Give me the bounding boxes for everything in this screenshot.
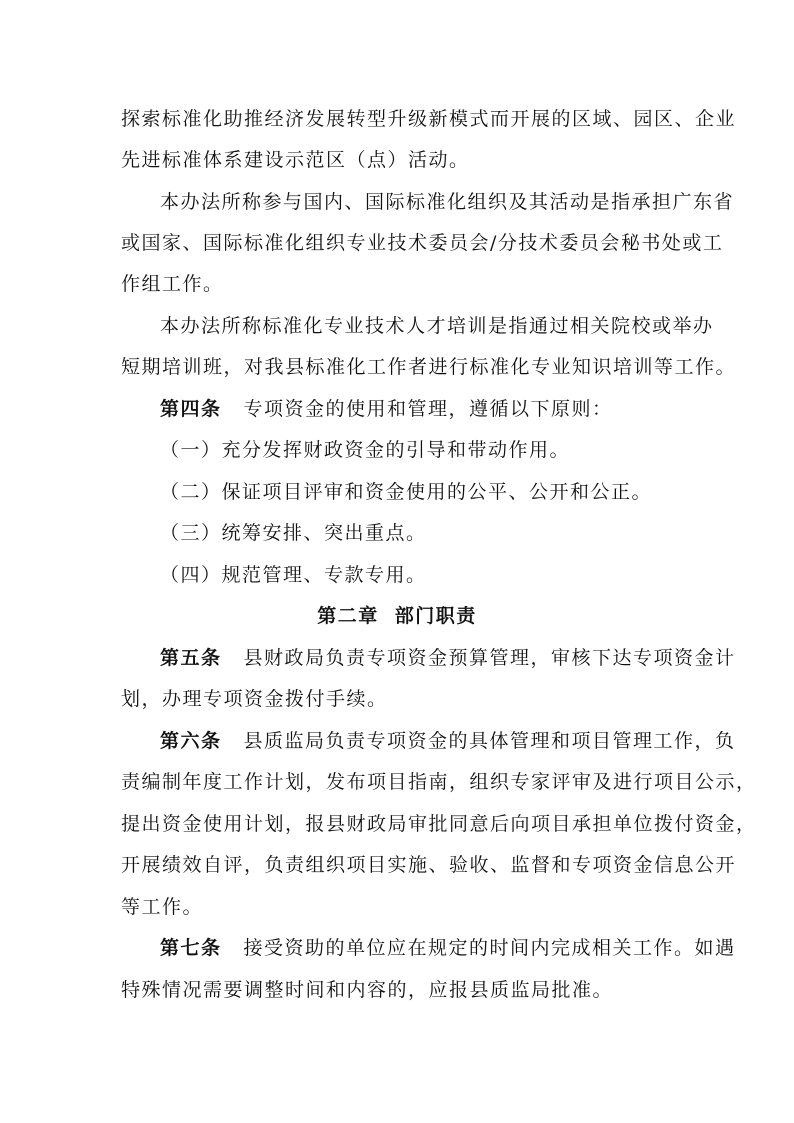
article-6 <box>160 730 736 752</box>
article-text: 县财政局负责专项资金预算管理，审核下达专项资金计 <box>243 647 736 669</box>
list-item: （二）保证项目评审和资金使用的公平、公开和公正。 <box>160 481 653 503</box>
paragraph-line: 先进标准体系建设示范区（点）活动。 <box>121 149 470 171</box>
chapter-heading <box>0 607 794 626</box>
paragraph-line: 划，办理专项资金拨付手续。 <box>121 688 388 710</box>
article-label: 第五条 <box>160 647 222 669</box>
list-item: （四）规范管理、专款专用。 <box>160 564 427 586</box>
list-item: （三）统筹安排、突出重点。 <box>160 522 427 544</box>
paragraph-line: 或国家、国际标准化组织专业技术委员会/分技术委员会秘书处或工 <box>121 232 724 254</box>
article-text: 专项资金的使用和管理，遵循以下原则： <box>243 398 613 420</box>
article-text: 县质监局负责专项资金的具体管理和项目管理工作，负 <box>243 730 736 752</box>
paragraph-line: 短期培训班，对我县标准化工作者进行标准化专业知识培训等工作。 <box>121 356 737 378</box>
article-text: 接受资助的单位应在规定的时间内完成相关工作。如遇 <box>243 937 736 959</box>
paragraph-line: 提出资金使用计划，报县财政局审批同意后向项目承担单位拨付资金， <box>121 813 757 835</box>
article-label: 第七条 <box>160 937 222 959</box>
paragraph-line: 探索标准化助推经济发展转型升级新模式而开展的区域、园区、企业 <box>121 108 737 130</box>
article-7 <box>160 937 736 959</box>
article-5 <box>160 647 736 669</box>
chapter-number: 第二章 <box>317 605 379 627</box>
article-label: 第六条 <box>160 730 222 752</box>
paragraph-line: 本办法所称参与国内、国际标准化组织及其活动是指承担广东省 <box>160 191 735 213</box>
paragraph-line: 开展绩效自评，负责组织项目实施、验收、监督和专项资金信息公开 <box>121 854 737 876</box>
paragraph-line: 本办法所称标准化专业技术人才培训是指通过相关院校或举办 <box>160 315 714 337</box>
paragraph-line: 责编制年度工作计划，发布项目指南，组织专家评审及进行项目公示， <box>121 771 757 793</box>
article-4 <box>160 400 680 419</box>
paragraph-line: 特殊情况需要调整时间和内容的，应报县质监局批准。 <box>121 979 614 1001</box>
chapter-title: 部门职责 <box>394 605 477 627</box>
list-item: （一）充分发挥财政资金的引导和带动作用。 <box>160 439 571 461</box>
article-label: 第四条 <box>160 398 222 420</box>
paragraph-line: 作组工作。 <box>121 273 224 295</box>
paragraph-line: 等工作。 <box>121 896 204 918</box>
